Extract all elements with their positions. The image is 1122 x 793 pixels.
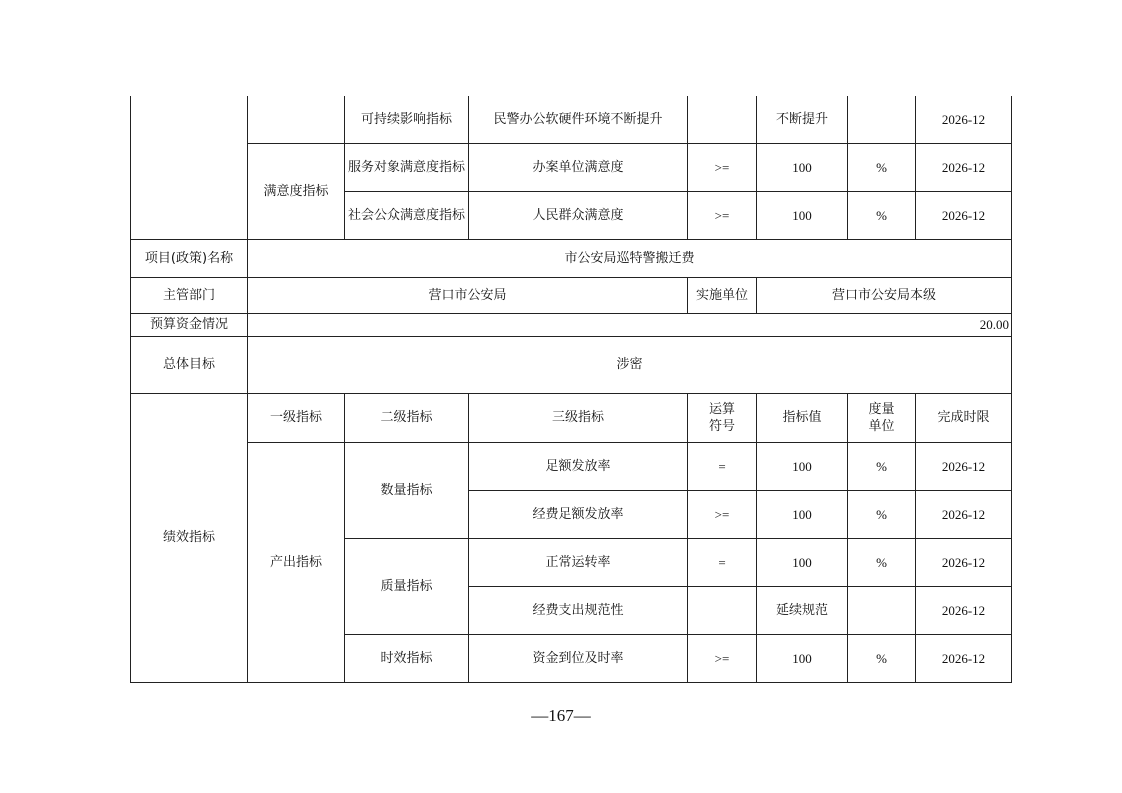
- operator-cell: =: [688, 442, 757, 490]
- unit-cell: %: [848, 538, 916, 586]
- deadline-cell: 2026-12: [916, 634, 1012, 682]
- project-name-value: 市公安局巡特警搬迁费: [248, 239, 1012, 277]
- page-number: —167—: [531, 706, 591, 725]
- level3-category: 可持续影响指标: [345, 96, 469, 143]
- table-row: [131, 336, 1012, 393]
- quality-label: 质量指标: [345, 538, 469, 634]
- header-level2: 二级指标: [345, 393, 469, 442]
- impl-value: 营口市公安局本级: [757, 277, 1012, 313]
- table-row: [131, 96, 1012, 143]
- unit-cell: [848, 586, 916, 634]
- perf-label: 绩效指标: [131, 393, 248, 682]
- operator-cell: >=: [688, 191, 757, 239]
- operator-cell: [688, 96, 757, 143]
- operator-cell: >=: [688, 634, 757, 682]
- deadline-cell: 2026-12: [916, 191, 1012, 239]
- header-unit: 度量 单位: [848, 393, 916, 442]
- unit-cell: [848, 96, 916, 143]
- level3-category: 服务对象满意度指标: [345, 143, 469, 191]
- indicator-name: 经费足额发放率: [469, 490, 688, 538]
- operator-cell: [688, 586, 757, 634]
- deadline-cell: 2026-12: [916, 442, 1012, 490]
- header-level3: 三级指标: [469, 393, 688, 442]
- deadline-cell: 2026-12: [916, 143, 1012, 191]
- indicator-name: 资金到位及时率: [469, 634, 688, 682]
- indicator-value: 不断提升: [757, 96, 848, 143]
- indicator-value: 延续规范: [757, 586, 848, 634]
- deadline-cell: 2026-12: [916, 538, 1012, 586]
- unit-cell: %: [848, 191, 916, 239]
- unit-cell: %: [848, 490, 916, 538]
- budget-value: 20.00: [248, 313, 1012, 336]
- blank-cell: [131, 96, 248, 239]
- performance-table: [130, 96, 1012, 683]
- dept-label: 主管部门: [131, 277, 248, 313]
- deadline-cell: 2026-12: [916, 490, 1012, 538]
- operator-cell: >=: [688, 490, 757, 538]
- quantity-label: 数量指标: [345, 442, 469, 538]
- goal-label: 总体目标: [131, 336, 248, 393]
- deadline-cell: 2026-12: [916, 96, 1012, 143]
- unit-cell: %: [848, 143, 916, 191]
- table-row: [131, 143, 1012, 191]
- table-row: [131, 442, 1012, 490]
- header-value: 指标值: [757, 393, 848, 442]
- blank-cell: [248, 96, 345, 143]
- operator-cell: >=: [688, 143, 757, 191]
- level3-category: 社会公众满意度指标: [345, 191, 469, 239]
- table-row: [131, 313, 1012, 336]
- indicator-value: 100: [757, 143, 848, 191]
- unit-cell: %: [848, 634, 916, 682]
- table-row: [131, 239, 1012, 277]
- header-level1: 一级指标: [248, 393, 345, 442]
- indicator-value: 100: [757, 538, 848, 586]
- output-label: 产出指标: [248, 442, 345, 682]
- dept-value: 营口市公安局: [248, 277, 688, 313]
- indicator-value: 100: [757, 634, 848, 682]
- timeliness-label: 时效指标: [345, 634, 469, 682]
- indicator-name: 正常运转率: [469, 538, 688, 586]
- indicator-name: 办案单位满意度: [469, 143, 688, 191]
- indicator-name: 人民群众满意度: [469, 191, 688, 239]
- unit-cell: %: [848, 442, 916, 490]
- header-operator: 运算 符号: [688, 393, 757, 442]
- indicator-value: 100: [757, 490, 848, 538]
- operator-cell: =: [688, 538, 757, 586]
- goal-value: 涉密: [248, 336, 1012, 393]
- indicator-name: 民警办公软硬件环境不断提升: [469, 96, 688, 143]
- indicator-name: 足额发放率: [469, 442, 688, 490]
- indicator-value: 100: [757, 442, 848, 490]
- satisfaction-label: 满意度指标: [248, 143, 345, 239]
- project-name-label: 项目(政策)名称: [131, 239, 248, 277]
- table-header-row: [131, 393, 1012, 442]
- indicator-name: 经费支出规范性: [469, 586, 688, 634]
- indicator-value: 100: [757, 191, 848, 239]
- header-deadline: 完成时限: [916, 393, 1012, 442]
- budget-label: 预算资金情况: [131, 313, 248, 336]
- deadline-cell: 2026-12: [916, 586, 1012, 634]
- impl-label: 实施单位: [688, 277, 757, 313]
- table-row: [131, 277, 1012, 313]
